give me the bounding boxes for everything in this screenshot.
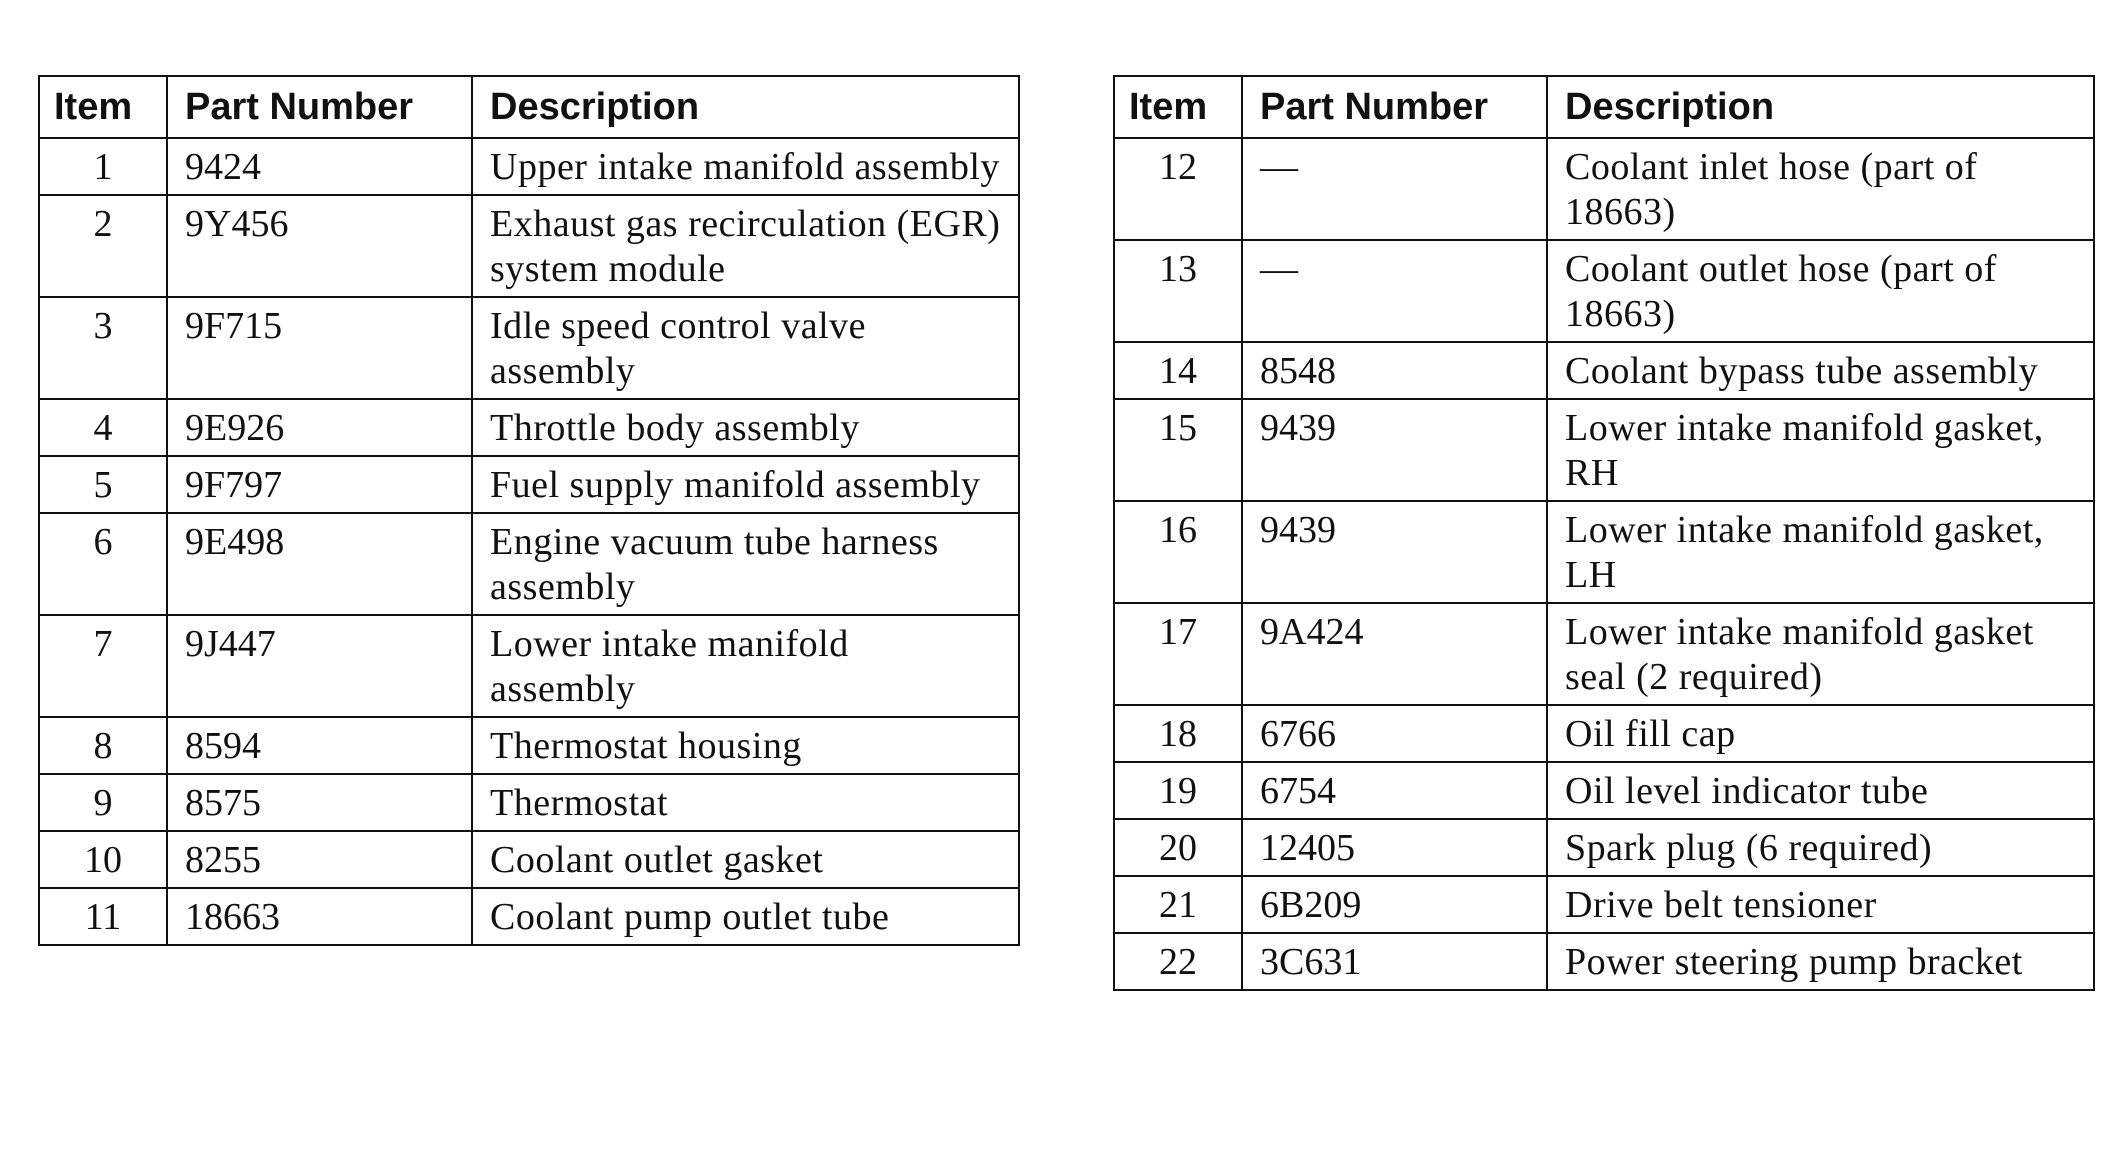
table-row: [1114, 603, 2094, 705]
item-number-cell: 5: [39, 456, 167, 513]
part-number-cell: —: [1242, 138, 1547, 240]
column-header-item: Item: [1114, 76, 1242, 138]
table-row: [39, 138, 1019, 195]
item-number-cell: 12: [1114, 138, 1242, 240]
part-number-cell: 8575: [167, 774, 472, 831]
column-header-part-number: Part Number: [167, 76, 472, 138]
header-row: [1114, 76, 2094, 138]
part-number-cell: 9F797: [167, 456, 472, 513]
part-number-cell: 6766: [1242, 705, 1547, 762]
item-number-cell: 7: [39, 615, 167, 717]
item-number-cell: 3: [39, 297, 167, 399]
description-cell: Idle speed control valve assembly: [472, 297, 1019, 399]
item-number-cell: 2: [39, 195, 167, 297]
description-cell: Exhaust gas recirculation (EGR) system module: [472, 195, 1019, 297]
description-cell: Thermostat housing: [472, 717, 1019, 774]
table-row: [39, 774, 1019, 831]
part-number-cell: 8255: [167, 831, 472, 888]
table-row: [1114, 876, 2094, 933]
description-cell: Oil level indicator tube: [1547, 762, 2094, 819]
item-number-cell: 21: [1114, 876, 1242, 933]
parts-table-right: [1113, 75, 2095, 991]
part-number-cell: 9E498: [167, 513, 472, 615]
column-header-description: Description: [1547, 76, 2094, 138]
table-row: [1114, 399, 2094, 501]
part-number-cell: 9E926: [167, 399, 472, 456]
item-number-cell: 4: [39, 399, 167, 456]
part-number-cell: 18663: [167, 888, 472, 945]
item-number-cell: 17: [1114, 603, 1242, 705]
item-number-cell: 1: [39, 138, 167, 195]
description-cell: Oil fill cap: [1547, 705, 2094, 762]
description-cell: Coolant outlet gasket: [472, 831, 1019, 888]
table-row: [1114, 819, 2094, 876]
header-row: [39, 76, 1019, 138]
description-cell: Throttle body assembly: [472, 399, 1019, 456]
item-number-cell: 18: [1114, 705, 1242, 762]
table-row: [1114, 138, 2094, 240]
description-cell: Thermostat: [472, 774, 1019, 831]
parts-table-left: [38, 75, 1020, 946]
part-number-cell: 9J447: [167, 615, 472, 717]
part-number-cell: 9Y456: [167, 195, 472, 297]
description-cell: Drive belt tensioner: [1547, 876, 2094, 933]
item-number-cell: 10: [39, 831, 167, 888]
item-number-cell: 13: [1114, 240, 1242, 342]
description-cell: Fuel supply manifold assembly: [472, 456, 1019, 513]
part-number-cell: 6754: [1242, 762, 1547, 819]
item-number-cell: 8: [39, 717, 167, 774]
table-row: [1114, 501, 2094, 603]
description-cell: Coolant pump outlet tube: [472, 888, 1019, 945]
item-number-cell: 6: [39, 513, 167, 615]
description-cell: Coolant inlet hose (part of 18663): [1547, 138, 2094, 240]
description-cell: Upper intake manifold assembly: [472, 138, 1019, 195]
table-row: [39, 513, 1019, 615]
part-number-cell: —: [1242, 240, 1547, 342]
part-number-cell: 9439: [1242, 501, 1547, 603]
part-number-cell: 8548: [1242, 342, 1547, 399]
table-row: [39, 399, 1019, 456]
part-number-cell: 6B209: [1242, 876, 1547, 933]
table-row: [39, 888, 1019, 945]
column-header-description: Description: [472, 76, 1019, 138]
description-cell: Engine vacuum tube harness assembly: [472, 513, 1019, 615]
part-number-cell: 9A424: [1242, 603, 1547, 705]
part-number-cell: 3C631: [1242, 933, 1547, 990]
part-number-cell: 8594: [167, 717, 472, 774]
table-row: [1114, 240, 2094, 342]
table-row: [39, 297, 1019, 399]
item-number-cell: 19: [1114, 762, 1242, 819]
table-row: [39, 717, 1019, 774]
table-row: [39, 615, 1019, 717]
description-cell: Lower intake manifold assembly: [472, 615, 1019, 717]
column-header-part-number: Part Number: [1242, 76, 1547, 138]
description-cell: Coolant bypass tube assembly: [1547, 342, 2094, 399]
description-cell: Coolant outlet hose (part of 18663): [1547, 240, 2094, 342]
description-cell: Lower intake manifold gasket, RH: [1547, 399, 2094, 501]
description-cell: Lower intake manifold gasket, LH: [1547, 501, 2094, 603]
description-cell: Lower intake manifold gasket seal (2 required): [1547, 603, 2094, 705]
table-row: [1114, 762, 2094, 819]
table-row: [39, 195, 1019, 297]
column-header-item: Item: [39, 76, 167, 138]
part-number-cell: 9439: [1242, 399, 1547, 501]
table-row: [1114, 342, 2094, 399]
part-number-cell: 12405: [1242, 819, 1547, 876]
item-number-cell: 15: [1114, 399, 1242, 501]
item-number-cell: 9: [39, 774, 167, 831]
item-number-cell: 16: [1114, 501, 1242, 603]
item-number-cell: 20: [1114, 819, 1242, 876]
description-cell: Power steering pump bracket: [1547, 933, 2094, 990]
item-number-cell: 22: [1114, 933, 1242, 990]
table-row: [1114, 705, 2094, 762]
table-row: [39, 831, 1019, 888]
part-number-cell: 9F715: [167, 297, 472, 399]
table-row: [39, 456, 1019, 513]
item-number-cell: 11: [39, 888, 167, 945]
description-cell: Spark plug (6 required): [1547, 819, 2094, 876]
table-row: [1114, 933, 2094, 990]
item-number-cell: 14: [1114, 342, 1242, 399]
part-number-cell: 9424: [167, 138, 472, 195]
